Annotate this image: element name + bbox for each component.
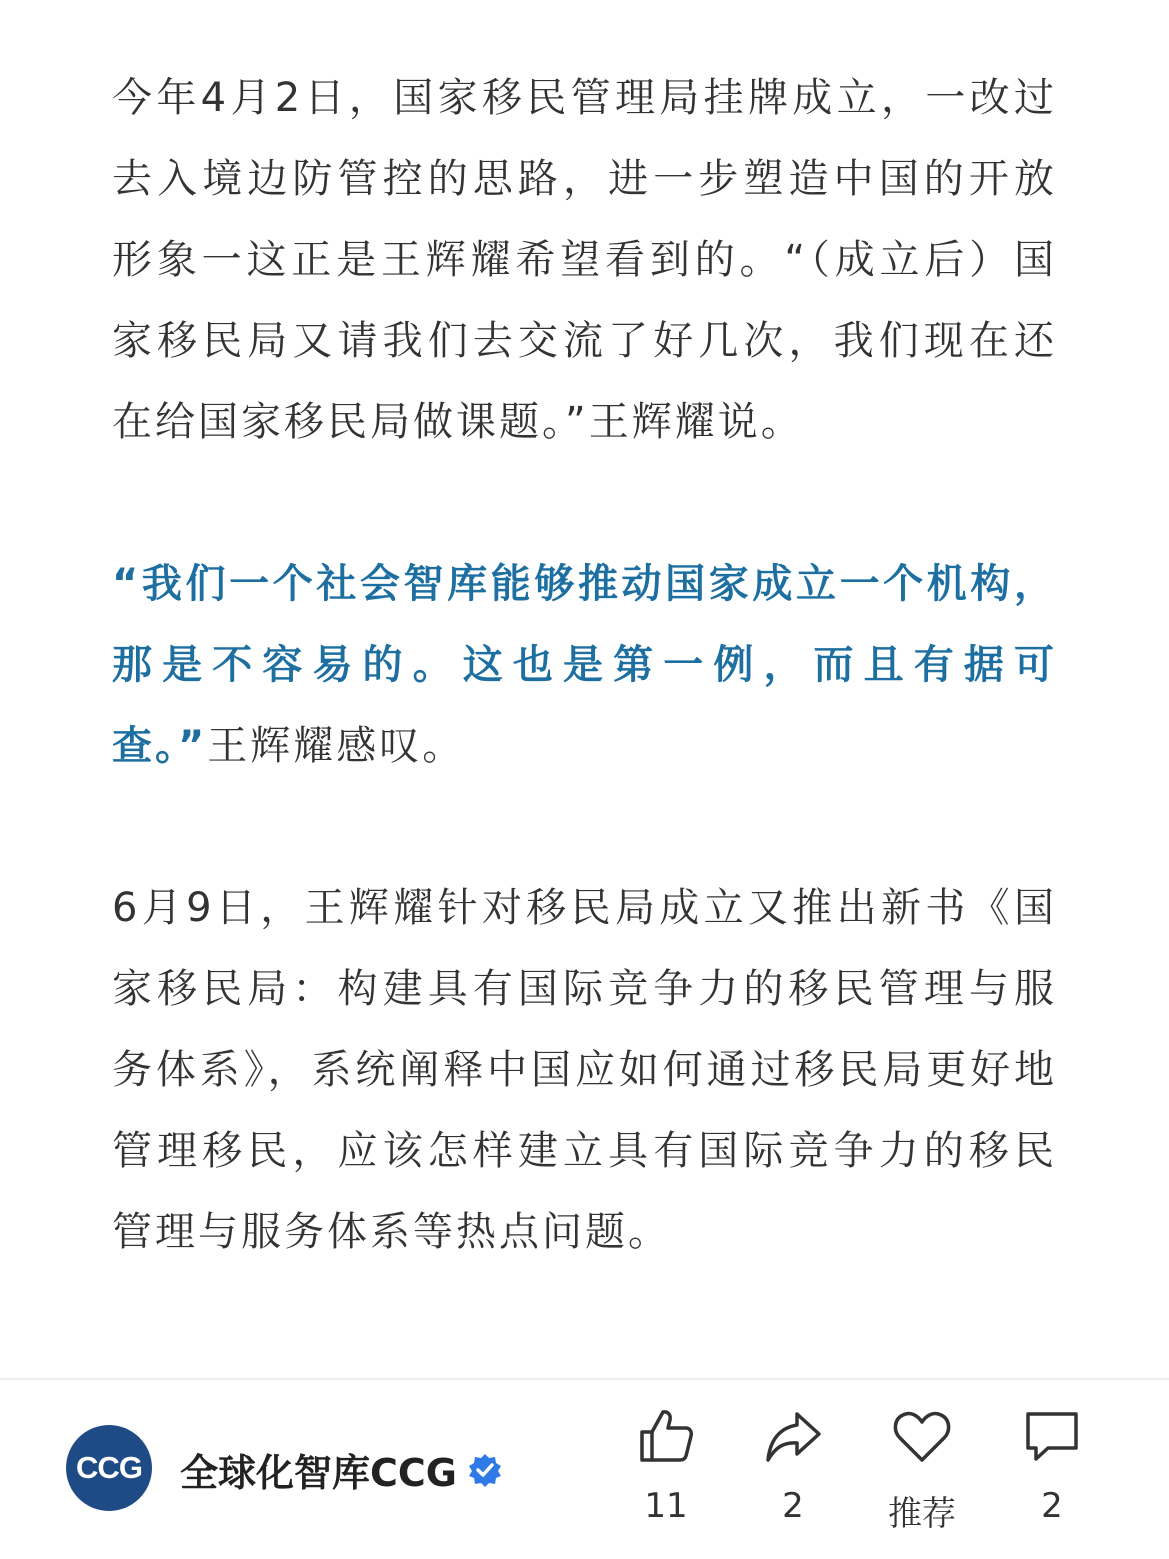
like-count: 11 <box>644 1486 688 1526</box>
heart-icon <box>892 1406 952 1466</box>
quote-attribution: 王辉耀感叹。 <box>207 723 466 769</box>
comment-button[interactable] <box>1002 1406 1102 1526</box>
account-name: 全球化智库CCG <box>180 1451 457 1495</box>
recommend-label: 推荐 <box>888 1494 956 1534</box>
like-button[interactable] <box>616 1406 716 1526</box>
account-name-row[interactable] <box>180 1442 503 1497</box>
share-button[interactable] <box>743 1406 843 1526</box>
logo-text: CCG <box>76 1450 142 1485</box>
quote-paragraph <box>112 544 1057 787</box>
share-icon <box>763 1406 823 1466</box>
thumbs-up-icon <box>636 1406 696 1466</box>
share-count: 2 <box>782 1486 804 1526</box>
comment-count: 2 <box>1041 1486 1063 1526</box>
account-avatar[interactable] <box>66 1425 152 1511</box>
highlighted-quote: “我们一个社会智库能够推动国家成立一个机构，那是不容易的。这也是第一例，而且有据可查。” <box>112 561 1057 769</box>
bottom-action-bar <box>0 1380 1169 1559</box>
comment-icon <box>1022 1406 1082 1466</box>
article-body <box>112 58 1057 1273</box>
paragraph-3: 6月9日，王辉耀针对移民局成立又推出新书《国家移民局：构建具有国际竞争力的移民管理与服务体系》，系统阐释中国应如何通过移民局更好地管理移民，应该怎样建立具有国际竞争力的移民管理与服务体系等热点问题。 <box>112 885 1057 1255</box>
verified-badge-icon <box>467 1452 503 1488</box>
paragraph-1: 今年4月2日，国家移民管理局挂牌成立，一改过去入境边防管控的思路，进一步塑造中国的开放形象一这正是王辉耀希望看到的。“（成立后）国家移民局又请我们去交流了好几次，我们现在还在给国家移民局做课题。”王辉耀说。 <box>112 75 1057 445</box>
recommend-button[interactable] <box>872 1406 972 1535</box>
